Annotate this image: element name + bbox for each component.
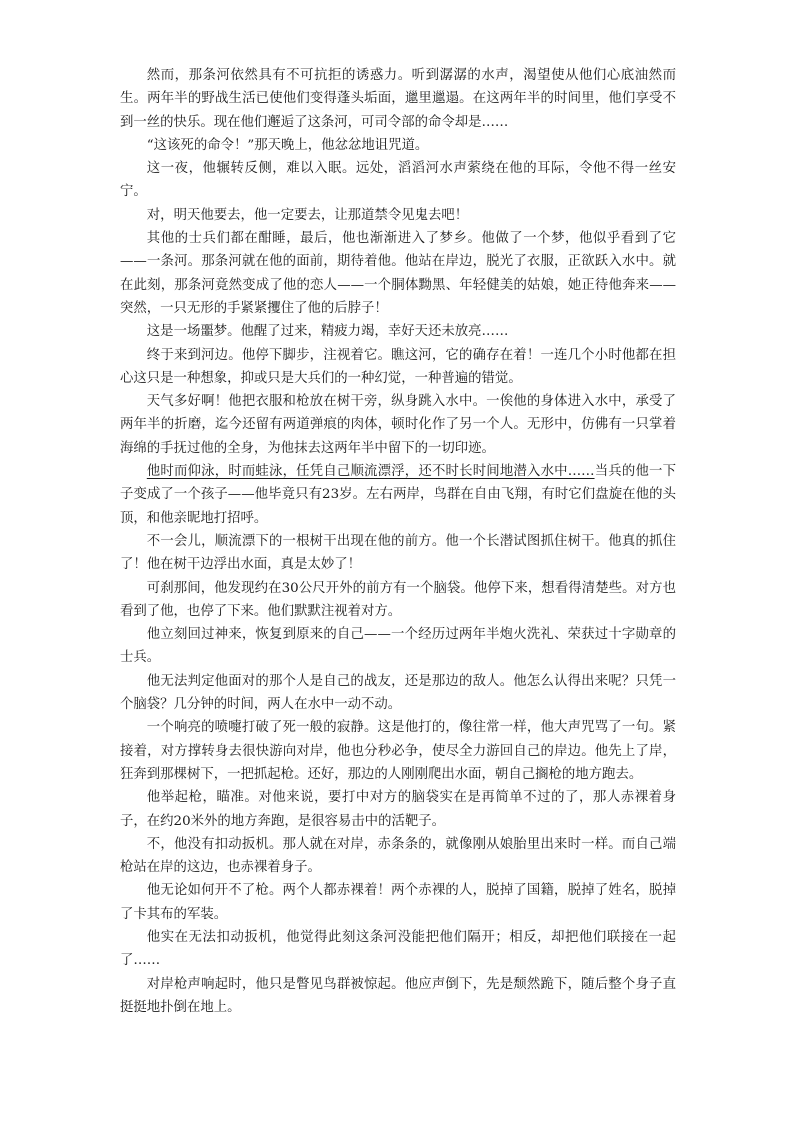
paragraph-15: 他举起枪，瞄准。对他来说，要打中对方的脑袋实在是再简单不过的了，那人赤裸着身子，在约20米外的地方奔跑，是很容易击中的活靶子。 bbox=[120, 790, 676, 829]
paragraph-19: 对岸枪声响起时，他只是瞥见鸟群被惊起。他应声倒下，先是颓然跪下，随后整个身子直挺挺地扑倒在地上。 bbox=[120, 976, 676, 1015]
paragraph-5: 其他的士兵们都在酣睡，最后，他也渐渐进入了梦乡。他做了一个梦，他似乎看到了它——一条河。那条河就在他的面前，期待着他。他站在岸边，脱光了衣服，正欲跃入水中。就在此刻，那条河竟然变成了他的恋人——一个胴体黝黑、年轻健美的姑娘，她正待他奔来——突然，一只无形的手紧紧攫住了他的后脖子！ bbox=[120, 231, 676, 316]
paragraph-6: 这是一场噩梦。他醒了过来，精疲力竭，幸好天还未放亮…… bbox=[146, 324, 509, 340]
document-page bbox=[120, 64, 676, 1019]
paragraph-4: 对，明天他要去，他一定要去，让那道禁令见鬼去吧！ bbox=[146, 207, 469, 223]
paragraph-13: 他无法判定他面对的那个人是自己的战友，还是那边的敌人。他怎么认得出来呢？只凭一个脑袋？几分钟的时间，两人在水中一动不动。 bbox=[120, 673, 676, 713]
paragraph-10: 不一会儿，顺流漂下的一根树干出现在他的前方。他一个长潜试图抓住树干。他真的抓住了！他在树干边浮出水面，真是太妙了！ bbox=[120, 533, 676, 573]
paragraph-7: 终于来到河边。他停下脚步，注视着它。瞧这河，它的确存在着！一连几个小时他都在担心这只是一种想象，抑或只是大兵们的一种幻觉，一种普遍的错觉。 bbox=[120, 347, 676, 386]
paragraph-17: 他无论如何开不了枪。两个人都赤裸着！两个赤裸的人，脱掉了国籍，脱掉了姓名，脱掉了卡其布的军装。 bbox=[120, 883, 676, 922]
paragraph-2: “这该死的命令！”那天晚上，他忿忿地诅咒道。 bbox=[146, 137, 429, 153]
paragraph-11: 可刹那间，他发现约在30公尺开外的前方有一个脑袋。他停下来，想看得清楚些。对方也看到了他，也停了下来。他们默默注视着对方。 bbox=[120, 580, 676, 619]
paragraph-8: 天气多好啊！他把衣服和枪放在树干旁，纵身跳入水中。一俟他的身体进入水中，承受了两年半的折磨，迄今还留有两道弹痕的肉体，顿时化作了另一个人。无形中，仿佛有一只掌着海绵的手抚过他的全身，为他抹去这两年半中留下的一切印迹。 bbox=[120, 394, 676, 456]
paragraph-14: 一个响亮的喷嚏打破了死一般的寂静。这是他打的，像往常一样，他大声咒骂了一句。紧接着，对方撑转身去很快游向对岸，他也分秒必争，使尽全力游回自己的岸边。他先上了岸，狂奔到那棵树下，一把抓起枪。还好，那边的人刚刚爬出水面，朝自己搁枪的地方跑去。 bbox=[120, 720, 676, 782]
paragraph-3: 这一夜，他辗转反侧，难以入眠。远处，滔滔河水声萦绕在他的耳际，令他不得一丝安宁。 bbox=[120, 161, 676, 200]
paragraph-1: 然而，那条河依然具有不可抗拒的诱惑力。听到潺潺的水声，渴望使从他们心底油然而生。两年半的野战生活已使他们变得蓬头垢面，邋里邋遢。在这两年半的时间里，他们享受不到一丝的快乐。现在他们邂逅了这条河，可司令部的命令却是…… bbox=[120, 68, 676, 130]
paragraph-9-rest: 当兵的他一下子变成了一个孩子——他毕竟只有23岁。左右两岸，鸟群在自由飞翔，有时它们盘旋在他的头顶，和他亲昵地打招呼。 bbox=[120, 464, 677, 526]
paragraph-16: 不，他没有扣动扳机。那人就在对岸，赤条条的，就像刚从娘胎里出来时一样。而自己端枪站在岸的这边，也赤裸着身子。 bbox=[120, 836, 676, 876]
paragraph-18: 他实在无法扣动扳机，他觉得此刻这条河没能把他们隔开；相反，却把他们联接在一起了…… bbox=[120, 929, 676, 969]
paragraph-12: 他立刻回过神来，恢复到原来的自己——一个经历过两年半炮火洗礼、荣获过十字勋章的士兵。 bbox=[120, 627, 676, 666]
paragraph-9 bbox=[120, 460, 676, 530]
underlined-sentence: 他时而仰泳，时而蛙泳，任凭自己顺流漂浮，还不时长时间地潜入水中…… bbox=[146, 464, 595, 480]
